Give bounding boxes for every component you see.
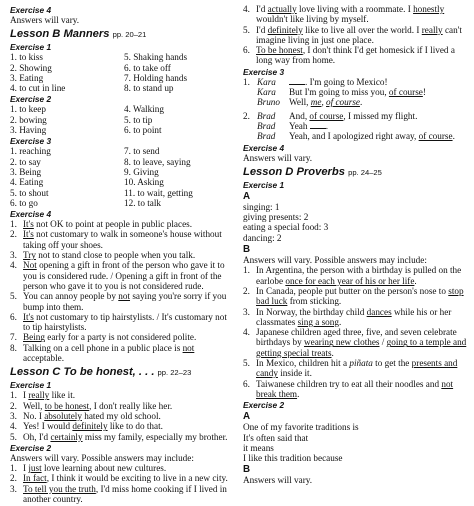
answer-item: 8. to leave, saying <box>124 156 191 167</box>
answer-item <box>243 307 469 328</box>
answer-item: 2. bowing <box>10 114 47 125</box>
item-number: 4. <box>10 260 17 271</box>
answer-grid <box>10 52 236 93</box>
item-text: I'd <box>256 24 268 35</box>
underlined-answer: not <box>118 291 131 302</box>
item-text: opening a gift in front of the person who gave it to you is considered rude. / Opening a gift in front of the person who gave it to you is not considered rude. <box>23 260 225 291</box>
item-text: . <box>331 347 334 358</box>
answer-item: 3. Eating <box>10 72 44 83</box>
answer-item: 4. Eating <box>10 177 44 188</box>
item-text: from sticking. <box>287 296 342 307</box>
lesson-d-heading <box>243 166 469 179</box>
item-text: , I'd miss home cooking if I lived in another country. <box>23 483 227 504</box>
item-text: Taiwanese children try to eat all their noodles and <box>256 378 442 389</box>
item-text: No. I <box>23 410 45 421</box>
underlined-answer: of course <box>418 131 453 142</box>
item-text: , I don't really like her. <box>89 400 173 411</box>
item-text: . <box>325 120 329 131</box>
item-text: . <box>359 97 363 108</box>
part-label: A <box>243 411 251 423</box>
speaker: Brad <box>257 110 276 121</box>
exercise-heading: Exercise 2 <box>10 94 52 105</box>
answer-item <box>243 286 469 307</box>
item-text: But I'm going to miss you, <box>289 87 389 98</box>
answer-line: eating a special food: 3 <box>243 222 329 233</box>
speaker: Kara <box>257 76 276 87</box>
item-text: In Norway, the birthday child <box>256 306 367 317</box>
lesson-pages: pp. 20–21 <box>112 30 147 40</box>
answer-line: I like this tradition because <box>243 453 343 464</box>
answer-text: Answers will vary. <box>243 475 313 486</box>
item-text: not customary to tip hairstylists. / It's customary not to tip hairstylists. <box>23 311 227 333</box>
lesson-name: Manners <box>63 28 110 41</box>
underlined-answer: actually <box>267 4 297 14</box>
item-text: like it. <box>49 390 76 401</box>
item-number: 3. <box>10 250 17 261</box>
item-number: 5. <box>243 358 250 369</box>
speaker: Bruno <box>257 97 280 108</box>
item-text: And, <box>289 110 310 121</box>
item-text: acceptable. <box>23 353 65 364</box>
item-text: , <box>321 97 327 108</box>
answer-item: 7. Holding hands <box>124 72 188 83</box>
underlined-answer: It's <box>23 219 34 230</box>
answer-item <box>10 229 236 250</box>
item-number <box>243 87 257 97</box>
exercise-heading: Exercise 1 <box>10 380 52 391</box>
answer-line: dancing: 2 <box>243 232 282 243</box>
dialogue <box>243 77 469 142</box>
item-text: not OK to point at people in public places. <box>33 219 193 230</box>
item-text-italic: piñata <box>349 358 373 369</box>
answer-item <box>10 312 236 333</box>
lesson-name: To be honest, . . . <box>63 366 155 379</box>
exercise-heading: Exercise 1 <box>10 42 52 53</box>
speaker: Kara <box>257 87 276 98</box>
item-text: / <box>379 337 387 348</box>
answer-item: 1. reaching <box>10 146 51 157</box>
answer-item <box>10 219 236 229</box>
item-text: I <box>23 390 29 401</box>
item-text: . <box>414 275 417 286</box>
underlined-answer: just <box>28 463 42 474</box>
right-column <box>243 4 469 486</box>
exercise-heading: Exercise 4 <box>10 209 52 220</box>
underlined-answer: of course <box>388 87 423 98</box>
exercise-heading: Exercise 1 <box>243 179 285 190</box>
underlined-answer: definitely <box>267 24 303 35</box>
item-number: 2. <box>10 229 17 240</box>
answer-item: 6. to go <box>10 197 38 208</box>
dialogue-line <box>289 111 469 121</box>
item-text: love learning about new cultures. <box>41 463 167 474</box>
exercise-heading: Exercise 4 <box>10 5 52 15</box>
item-number <box>243 121 257 131</box>
answer-line: it means <box>243 442 274 453</box>
answer-item: 7. to send <box>124 146 160 157</box>
item-number: 4. <box>243 4 250 14</box>
item-number: 4. <box>243 327 250 338</box>
left-column <box>10 4 236 504</box>
answer-item: 4. to cut in line <box>10 83 66 94</box>
underlined-answer: of course <box>309 110 344 121</box>
underlined-answer: Being <box>23 332 45 343</box>
answer-item <box>243 4 469 25</box>
item-number: 6. <box>243 45 250 56</box>
underlined-answer: honestly <box>413 4 445 14</box>
item-number: 1. <box>10 219 17 230</box>
answer-item: 10. Asking <box>124 177 164 188</box>
lesson-label: Lesson D <box>243 165 294 178</box>
item-text: You can annoy people by <box>23 291 119 302</box>
lesson-b-heading <box>10 28 236 41</box>
item-number: 2. <box>243 285 250 296</box>
underlined-answer: Not <box>23 260 37 271</box>
item-number: 5. <box>10 291 17 302</box>
answer-text: Answers will vary. <box>243 152 313 163</box>
speaker: Brad <box>257 120 276 131</box>
answer-item <box>10 343 236 364</box>
answer-item: 11. to wait, getting <box>124 187 193 198</box>
speaker: Brad <box>257 131 276 142</box>
underlined-answer: really <box>421 24 443 35</box>
item-text: miss my family, especially my brother. <box>82 431 228 442</box>
answer-item: 3. Having <box>10 125 47 136</box>
item-number: 5. <box>243 24 250 35</box>
item-number: 8. <box>10 342 17 353</box>
item-text: early for a party is not considered polite. <box>44 332 197 343</box>
exercise-heading: Exercise 2 <box>243 400 285 411</box>
answer-item <box>243 358 469 379</box>
answer-intro: Answers will vary. Possible answers may include: <box>10 452 194 463</box>
answer-line: giving presents: 2 <box>243 212 309 223</box>
item-number: 2. <box>10 400 17 411</box>
underlined-answer: Try <box>23 250 36 261</box>
answer-item <box>10 291 236 312</box>
item-text: hated my old school. <box>81 410 161 421</box>
underlined-answer: definitely <box>72 421 108 432</box>
item-text: like to live all over the world. I <box>302 24 422 35</box>
dialogue-line <box>289 97 469 107</box>
answer-item <box>243 25 469 46</box>
answer-item <box>243 45 469 66</box>
underlined-answer: going to a temple and getting special treats <box>256 337 467 358</box>
item-text: , I think it would be exciting to live in a new city. <box>46 473 228 484</box>
item-text: Oh, I'd <box>23 431 51 442</box>
underlined-answer: to be honest <box>44 400 90 411</box>
dialogue-line <box>289 77 469 87</box>
exercise-heading: Exercise 2 <box>10 442 52 453</box>
item-text: inside it. <box>277 368 312 379</box>
answer-item <box>243 379 469 400</box>
item-text: not customary to walk in someone's house without taking off your shoes. <box>23 229 222 250</box>
answer-intro: Answers will vary. Possible answers may include: <box>243 255 427 266</box>
answer-item: 1. to keep <box>10 104 46 115</box>
answer-line: It's often said that <box>243 432 309 443</box>
answer-item: 2. Showing <box>10 62 52 73</box>
item-text: not to stand close to people when you talk. <box>35 250 196 261</box>
item-number <box>243 131 257 141</box>
item-text: In Argentina, the person with a birthday is pulled on the earlobe <box>256 265 462 286</box>
lesson-name: Proverbs <box>296 165 345 178</box>
answer-item: 5. Shaking hands <box>124 52 188 63</box>
item-text: Japanese children aged three, five, and seven celebrate birthdays by <box>256 327 457 348</box>
underlined-answer: not break them <box>256 378 454 399</box>
answer-item <box>10 411 236 421</box>
item-text: I'd <box>256 4 268 14</box>
answer-item <box>10 390 236 400</box>
answer-line: singing: 1 <box>243 201 280 212</box>
item-text: . <box>338 316 342 327</box>
answer-item <box>243 327 469 358</box>
dialogue-line <box>289 87 469 97</box>
item-number: 7. <box>10 332 17 343</box>
answer-item: 6. to take off <box>124 62 171 73</box>
item-text: I <box>23 463 29 474</box>
underlined-answer: once for each year of his or her life <box>285 275 415 286</box>
item-number: 2. <box>10 473 17 484</box>
dialogue-line <box>289 131 469 141</box>
underlined-answer: To tell you the truth <box>23 483 96 494</box>
item-number: 3. <box>243 306 250 317</box>
item-number: 5. <box>10 431 17 442</box>
answer-item: 2. to say <box>10 156 41 167</box>
part-label: A <box>243 190 251 202</box>
answer-text: Answers will vary. <box>10 15 80 25</box>
lesson-c-heading <box>10 366 236 379</box>
exercise-heading: Exercise 3 <box>243 66 285 77</box>
answer-blank <box>310 120 329 131</box>
item-text: Yes! I would <box>23 421 73 432</box>
item-text: to get the <box>372 358 412 369</box>
underlined-answer: It's <box>23 229 34 240</box>
answer-item <box>10 473 236 483</box>
item-text: In Canada, people put butter on the person's nose to <box>256 285 449 296</box>
item-text: , I missed my flight. <box>343 110 418 121</box>
answer-item: 5. to shout <box>10 187 49 198</box>
item-text: while his or her classmates <box>256 306 452 327</box>
underlined-answer: stop bad luck <box>256 285 464 307</box>
item-number <box>243 97 257 107</box>
underlined-answer: presents and candy <box>256 358 458 379</box>
answer-grid <box>10 104 236 135</box>
answer-item: 6. to point <box>124 125 162 136</box>
item-text: Yeah <box>289 120 308 131</box>
answer-item: 1. to kiss <box>10 52 43 63</box>
answer-item: 12. to talk <box>124 197 162 208</box>
dialogue-line <box>289 121 469 131</box>
answer-item <box>243 265 469 286</box>
underlined-answer: me <box>310 97 322 108</box>
item-number: 3. <box>10 410 17 421</box>
item-text: . <box>452 131 455 142</box>
item-text: In Mexico, children hit a <box>256 358 350 369</box>
item-text: Yeah, and I apologized right away, <box>289 131 419 142</box>
answer-item: 8. to stand up <box>124 83 174 94</box>
underlined-answer: absolutely <box>44 410 82 421</box>
item-text: wouldn't like living by myself. <box>256 14 369 25</box>
answer-item <box>10 463 236 473</box>
part-label: B <box>243 464 251 476</box>
item-text: ! <box>422 87 426 98</box>
underlined-answer: really <box>28 390 50 401</box>
underlined-answer: certainly <box>50 431 83 442</box>
answer-item <box>10 332 236 342</box>
answer-item <box>10 260 236 291</box>
item-number: 4. <box>10 421 17 432</box>
answer-blank <box>289 77 305 85</box>
item-text: like to do that. <box>107 421 163 432</box>
answer-item: 3. Being <box>10 166 42 177</box>
lesson-pages: pp. 22–23 <box>157 368 192 378</box>
underlined-answer: In fact <box>23 473 47 484</box>
item-text: , I don't think I'd get homesick if I lived a long way from home. <box>256 45 455 66</box>
lesson-label: Lesson C <box>10 366 61 379</box>
item-text: Well, <box>289 97 311 108</box>
item-text: Talking on a cell phone in a public place is <box>23 342 183 353</box>
answer-grid <box>10 146 236 208</box>
answer-item <box>10 432 236 442</box>
underlined-answer: To be honest <box>256 45 303 56</box>
item-text: . I'm going to Mexico! <box>305 76 388 87</box>
item-number: 1. <box>243 265 250 276</box>
underlined-answer: It's <box>23 311 34 322</box>
answer-item <box>10 421 236 431</box>
answer-item: 9. Giving <box>124 166 159 177</box>
item-number: 1. <box>10 463 17 474</box>
exercise-heading: Exercise 4 <box>243 142 285 153</box>
answer-item <box>10 401 236 411</box>
underlined-answer: of course <box>326 97 360 108</box>
item-number: 6. <box>243 378 250 389</box>
item-text: love living with a roommate. I <box>296 4 414 14</box>
underlined-answer: not <box>182 342 195 353</box>
answer-item: 5. to tip <box>124 114 153 125</box>
item-text: . <box>297 388 300 399</box>
answer-item <box>10 484 236 505</box>
item-text: Well, <box>23 400 45 411</box>
underlined-answer: dances <box>366 306 392 317</box>
underlined-answer: sing a song <box>297 316 339 327</box>
lesson-label: Lesson B <box>10 28 61 41</box>
underlined-answer: wearing new clothes <box>303 337 380 348</box>
item-text: saying you're sorry if you bump into them. <box>23 291 227 312</box>
item-text: can't imagine living in just one place. <box>256 24 462 45</box>
item-number: 2. <box>243 110 250 121</box>
item-number: 1. <box>10 390 17 401</box>
exercise-heading: Exercise 3 <box>10 136 52 147</box>
answer-item <box>10 250 236 260</box>
lesson-pages: pp. 24–25 <box>348 167 382 177</box>
item-number: 1. <box>243 76 250 87</box>
item-number: 3. <box>10 483 17 494</box>
item-number: 6. <box>10 311 17 322</box>
answer-line: One of my favorite traditions is <box>243 422 359 433</box>
answer-item: 4. Walking <box>124 104 164 115</box>
part-label: B <box>243 244 251 256</box>
